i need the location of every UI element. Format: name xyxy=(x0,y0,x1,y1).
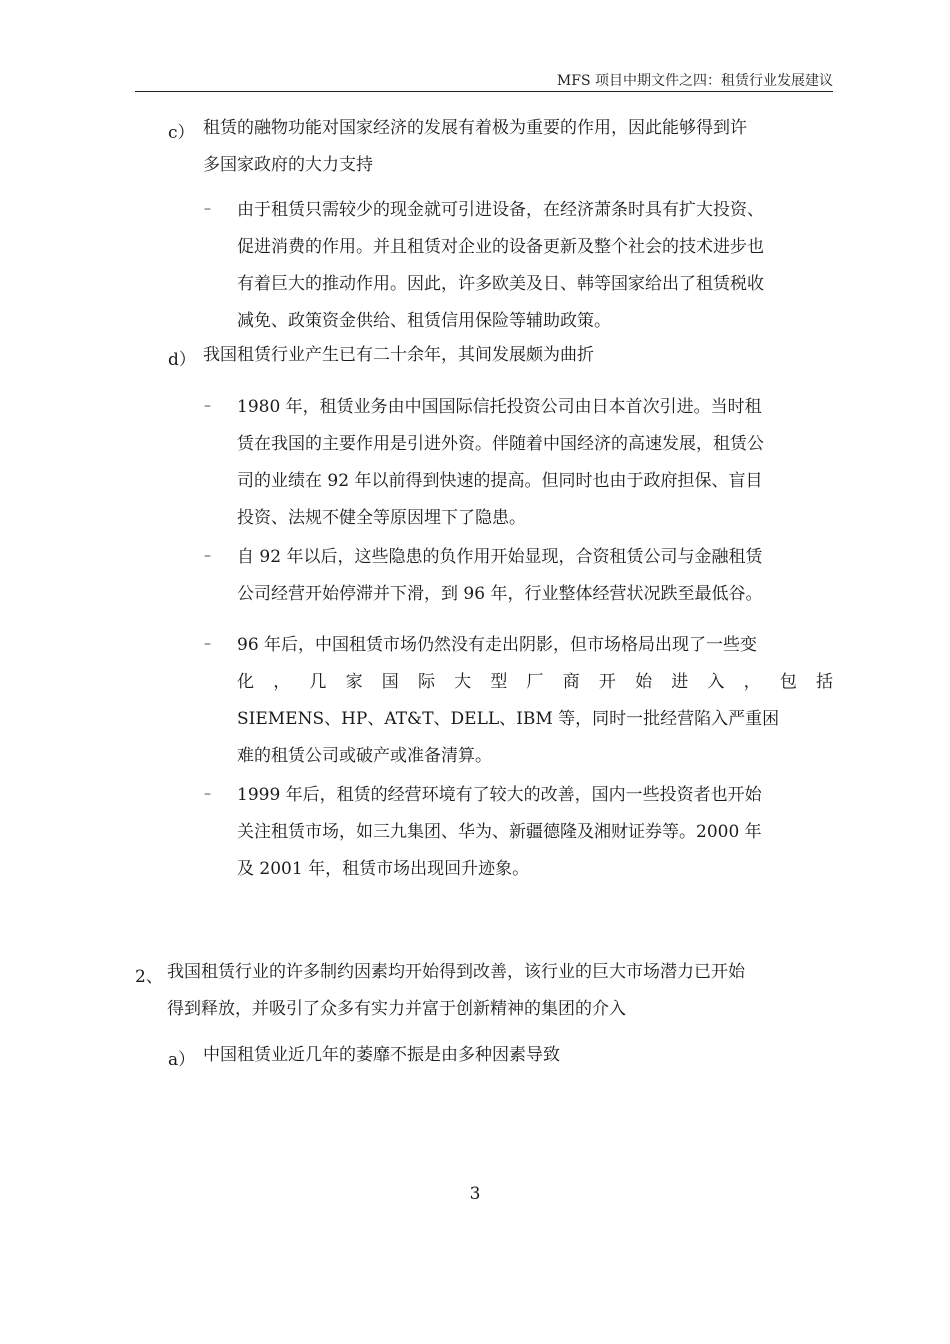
section-d-text xyxy=(203,337,594,374)
text-line: 我国租赁行业产生已有二十余年，其间发展颇为曲折 xyxy=(203,345,594,365)
bullet-dash: – xyxy=(204,201,211,217)
text-line: 司的业绩在 92 年以前得到快速的提高。但同时也由于政府担保、盲目 xyxy=(237,471,763,491)
bullet-dash: – xyxy=(204,786,211,802)
section-c-marker: c） xyxy=(168,123,195,143)
bullet-dash: – xyxy=(204,636,211,652)
text-line: 促进消费的作用。并且租赁对企业的设备更新及整个社会的技术进步也 xyxy=(237,237,764,257)
text-line: 及 2001 年，租赁市场出现回升迹象。 xyxy=(237,859,530,879)
text-line: 自 92 年以后，这些隐患的负作用开始显现，合资租赁公司与金融租赁 xyxy=(237,547,763,567)
text-line: 难的租赁公司或破产或准备清算。 xyxy=(237,746,492,766)
text-line: 1999 年后，租赁的经营环境有了较大的改善，国内一些投资者也开始 xyxy=(237,785,762,805)
page-number: 3 xyxy=(469,1184,481,1204)
bullet-dash: – xyxy=(204,398,211,414)
text-line: 多国家政府的大力支持 xyxy=(203,155,373,175)
section-2-marker: 2、 xyxy=(135,967,163,987)
section-d-bullet-4 xyxy=(237,777,762,888)
section-d-bullet-1 xyxy=(237,389,764,537)
text-line: SIEMENS、HP、AT&T、DELL、IBM 等，同时一批经营陷入严重困 xyxy=(237,709,780,729)
text-line: 租赁的融物功能对国家经济的发展有着极为重要的作用，因此能够得到许 xyxy=(203,118,747,138)
section-c-bullet-1 xyxy=(237,192,764,340)
section-d-bullet-3 xyxy=(237,627,833,775)
text-line: 赁在我国的主要作用是引进外资。伴随着中国经济的高速发展，租赁公 xyxy=(237,434,764,454)
text-line: 由于租赁只需较少的现金就可引进设备，在经济萧条时具有扩大投资、 xyxy=(237,200,764,220)
text-line: 有着巨大的推动作用。因此，许多欧美及日、韩等国家给出了租赁税收 xyxy=(237,274,764,294)
header-title: MFS 项目中期文件之四：租赁行业发展建议 xyxy=(556,73,833,89)
section-2a-marker: a） xyxy=(168,1050,196,1070)
section-2a-text xyxy=(203,1037,560,1074)
text-line: 减免、政策资金供给、租赁信用保险等辅助政策。 xyxy=(237,311,611,331)
text-line: 96 年后，中国租赁市场仍然没有走出阴影，但市场格局出现了一些变 xyxy=(237,635,758,655)
text-line: 1980 年，租赁业务由中国国际信托投资公司由日本首次引进。当时租 xyxy=(237,397,762,417)
header-divider xyxy=(135,91,833,92)
section-d-marker: d） xyxy=(168,350,196,370)
section-c-text xyxy=(203,110,747,184)
text-line: 得到释放，并吸引了众多有实力并富于创新精神的集团的介入 xyxy=(167,999,626,1019)
text-line: 投资、法规不健全等原因埋下了隐患。 xyxy=(237,508,526,528)
section-2-text xyxy=(167,954,745,1028)
bullet-dash: – xyxy=(204,548,211,564)
justified-text-line: 化 ， 几 家 国 际 大 型 厂 商 开 始 进 入 ， 包 括 xyxy=(237,672,833,692)
text-line: 公司经营开始停滞并下滑，到 96 年，行业整体经营状况跌至最低谷。 xyxy=(237,584,763,604)
text-line: 中国租赁业近几年的萎靡不振是由多种因素导致 xyxy=(203,1045,560,1065)
text-line: 关注租赁市场，如三九集团、华为、新疆德隆及湘财证券等。2000 年 xyxy=(237,822,762,842)
text-line: 我国租赁行业的许多制约因素均开始得到改善，该行业的巨大市场潜力已开始 xyxy=(167,962,745,982)
section-d-bullet-2 xyxy=(237,539,762,613)
